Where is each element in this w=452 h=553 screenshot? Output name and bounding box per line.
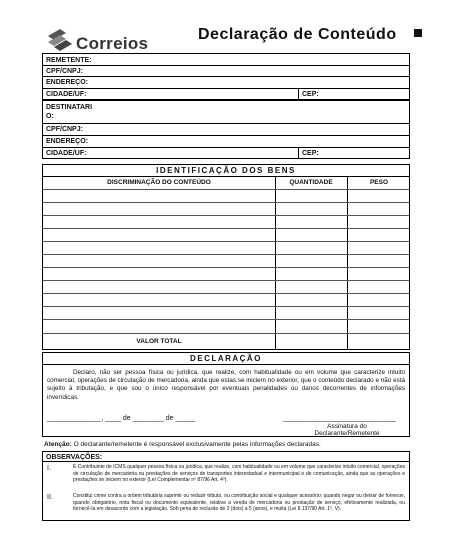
declaracao-section (42, 352, 410, 437)
bens-section (42, 164, 410, 350)
destinatario-section (42, 100, 410, 159)
destinatario-cpf-field[interactable]: CPF/CNPJ: (46, 126, 83, 133)
bens-title: IDENTIFICAÇÃO DOS BENS (156, 166, 296, 175)
obs-item-2-text: Constitui crime contra a ordem tributária suprimir ou reduzir tributo, ou contribuição social e qualquer acessório: quando negar ou deixar de fornecer, quando obrigatório, nota fiscal ou documento equivalente, relativa a venda de mercadoria ou prestação de serviço, efetivamente realizada, ou fornecê-la em desacordo com a legislação. Sob pena de reclusão de 2 (dois) a 5 (anos), e multa (Lei 8.137/90 Art. 1º, V). (73, 493, 405, 513)
page-title: Declaração de Conteúdo (198, 26, 397, 43)
signature-line[interactable]: _____________________________ (283, 415, 396, 422)
date-line[interactable]: ______________, ____ de ________ de _____ (47, 415, 195, 422)
obs-item-1-text: É Contribuinte de ICMS qualquer pessoa física ou jurídica, que realize, com habitualidade ou em volume que caracterize intuito comercial, operações de circulação de mercadoria ou prestações de serviços de transportes interestadual e intermunicipal e de comunicação, ainda que as operações e prestações se iniciem no exterior (Lei Complementar nº 87/96 Art. 4º). (73, 464, 405, 484)
atencao-text: O declarante/remetente é responsável exclusivamente pelas informações declaradas. (73, 441, 321, 448)
destinatario-endereco-field[interactable]: ENDEREÇO: (46, 138, 89, 145)
atencao-label: Atenção: (44, 441, 72, 448)
remetente-cpf-field[interactable]: CPF/CNPJ: (46, 68, 83, 75)
declaracao-text: Declaro, não ser pessoa física ou jurídica, que realize, com habitualidade ou em volume que caracterize intuito comercial, operações de circulação de mercadoria, ainda que estas se iniciem no exterior, que o conteúdo declarado e não está sujeito à tributação, e que sou o único responsável por eventuais penalidades ou danos decorrentes de informações inverídicas. (47, 369, 405, 401)
remetente-label: REMETENTE: (46, 57, 92, 64)
obs-item-1-num: I. (47, 465, 51, 472)
observacoes-section (42, 451, 410, 521)
remetente-endereco-field[interactable]: ENDEREÇO: (46, 79, 89, 86)
valor-total-label: VALOR TOTAL (136, 338, 182, 345)
col-header-peso: PESO (369, 179, 389, 186)
obs-item-2-num: II. (47, 494, 53, 501)
destinatario-label-line2: O: (46, 113, 54, 120)
destinatario-cidade-field[interactable]: CIDADE/UF: (46, 150, 87, 157)
signature-label-1: Assinatura do (327, 423, 367, 430)
remetente-cep-field[interactable]: CEP: (302, 91, 319, 98)
signature-label-2: Declarante/Remetente (314, 430, 380, 437)
destinatario-label-line1: DESTINATARI (46, 104, 93, 111)
col-header-discriminacao: DISCRIMINAÇÃO DO CONTEÚDO (107, 179, 211, 186)
declaracao-title: DECLARAÇÃO (190, 354, 262, 363)
logo-text: Correios (76, 34, 149, 53)
observacoes-title: OBSERVAÇÕES: (46, 454, 103, 461)
corner-mark (414, 29, 422, 37)
remetente-cidade-field[interactable]: CIDADE/UF: (46, 91, 87, 98)
col-header-quantidade: QUANTIDADE (289, 179, 333, 186)
destinatario-cep-field[interactable]: CEP: (302, 150, 319, 157)
remetente-section (42, 53, 410, 100)
atencao-note (44, 441, 321, 448)
